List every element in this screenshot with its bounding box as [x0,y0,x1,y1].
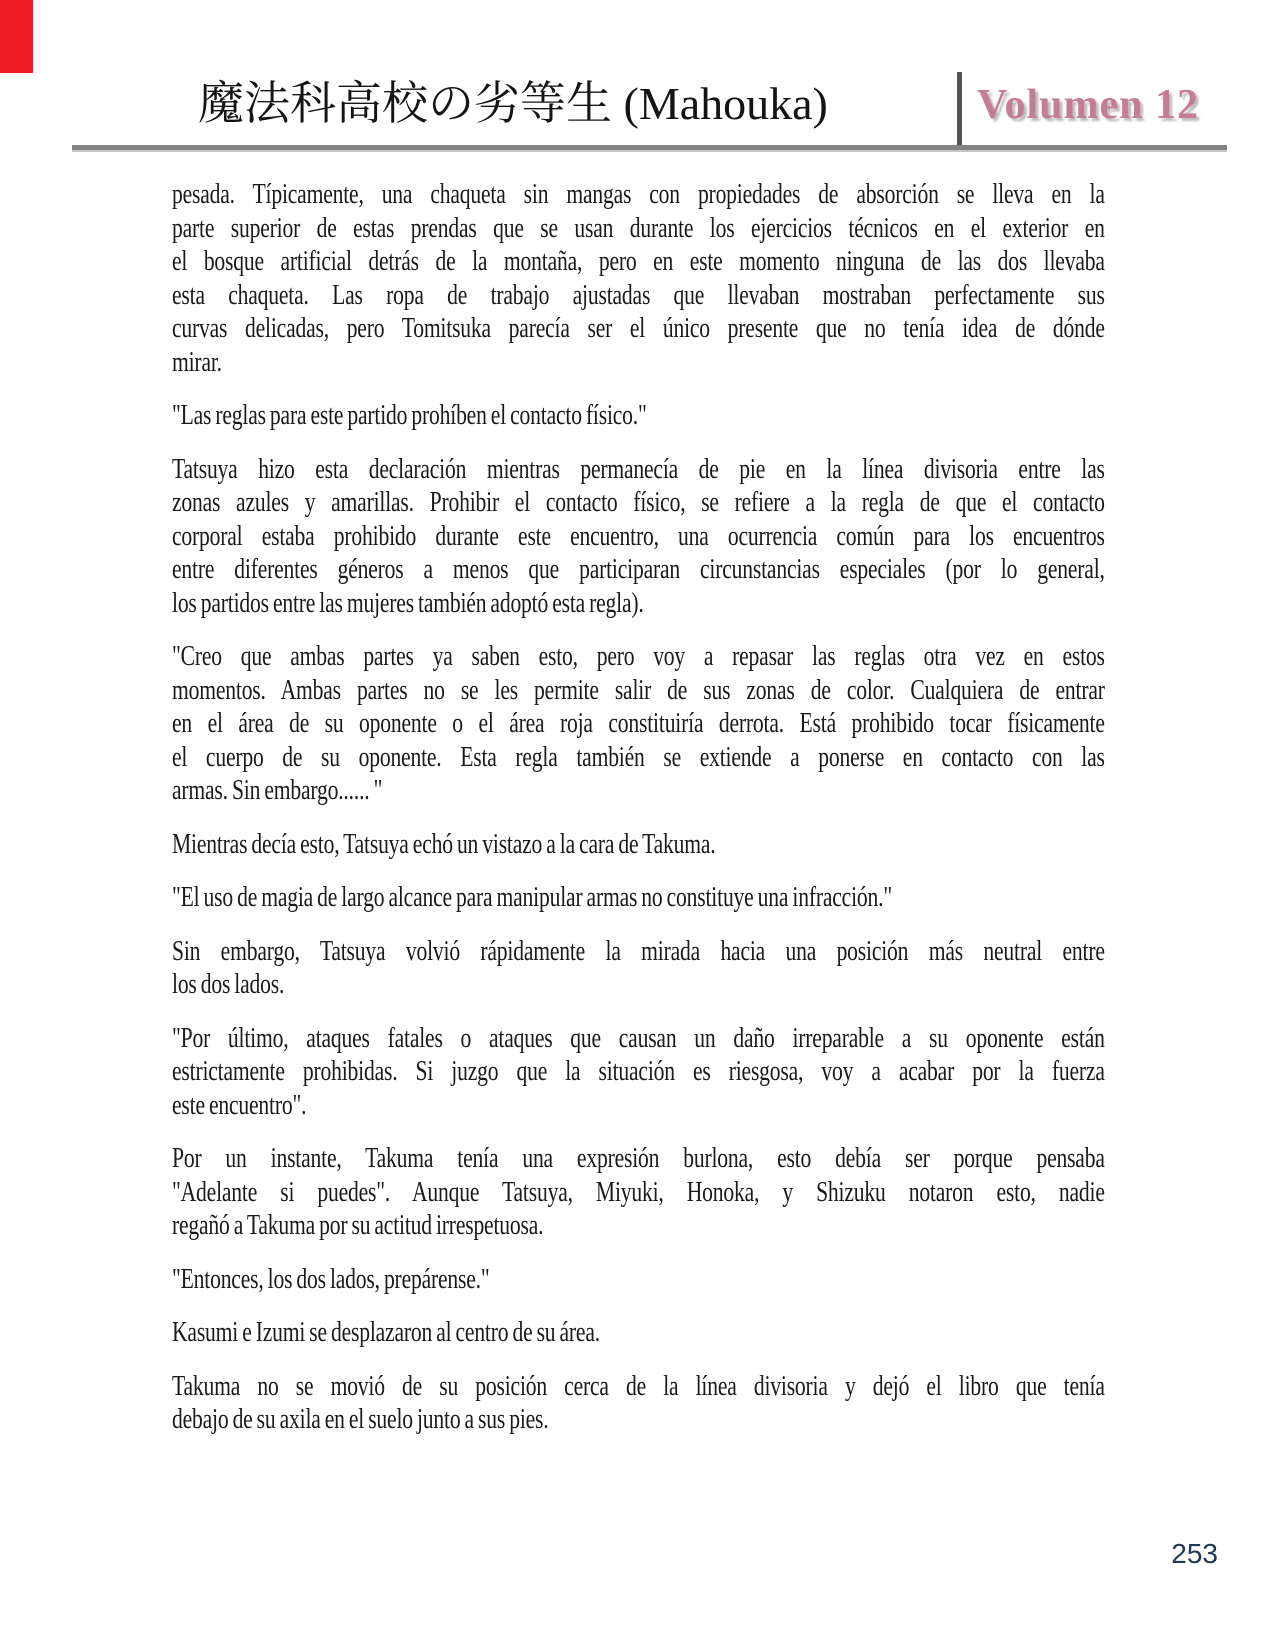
paragraph [172,453,1105,621]
page-title: 魔法科高校の劣等生 (Mahouka) [198,78,828,129]
text-line: curvas delicadas, pero Tomitsuka parecía ser el único presente que no tenía idea de dónde [172,312,1105,344]
text-line: esta chaqueta. Las ropa de trabajo ajustadas que llevaban mostraban perfectamente sus [172,278,1105,311]
body-column [172,178,1105,1457]
text-line: mirar. [172,345,222,378]
text-line: corporal estaba prohibido durante este encuentro, una ocurrencia común para los encuentros [172,519,1105,552]
paragraph [172,1022,1105,1123]
text-line: Mientras decía esto, Tatsuya echó un vistazo a la cara de Takuma. [172,827,716,860]
header-rule [72,145,1227,152]
text-line: Takuma no se movió de su posición cerca de la línea divisoria y dejó el libro que tenía [172,1369,1105,1402]
text-line: Tatsuya hizo esta declaración mientras permanecía de pie en la línea divisoria entre las [172,452,1105,485]
text-line: en el área de su oponente o el área roja constituiría derrota. Está prohibido tocar físicamente [172,707,1105,739]
corner-red-marker [0,0,33,73]
text-line: zonas azules y amarillas. Prohibir el contacto físico, se refiere a la regla de que el contacto [172,486,1105,518]
header-divider [957,72,962,152]
text-line: pesada. Típicamente, una chaqueta sin mangas con propiedades de absorción se lleva en la [172,178,1105,210]
paragraph [172,178,1105,379]
paragraph [172,1263,1105,1297]
paragraph [172,935,1105,1002]
paragraph [172,1316,1105,1350]
text-line: "Entonces, los dos lados, prepárense." [172,1262,490,1295]
volume-label: Volumen 12 [977,82,1199,128]
paragraph [172,1142,1105,1243]
text-line: Sin embargo, Tatsuya volvió rápidamente la mirada hacia una posición más neutral entre [172,934,1105,967]
text-line: debajo de su axila en el suelo junto a sus pies. [172,1403,549,1435]
text-line: armas. Sin embargo...... " [172,774,383,806]
text-line: momentos. Ambas partes no se les permite salir de sus zonas de color. Cualquiera de entrar [172,673,1105,706]
text-line: Por un instante, Takuma tenía una expresión burlona, esto debía ser porque pensaba [172,1142,1105,1174]
text-line: los dos lados. [172,968,285,1000]
text-line: "Adelante si puedes". Aunque Tatsuya, Miyuki, Honoka, y Shizuku notaron esto, nadie [172,1175,1105,1208]
text-line: estrictamente prohibidas. Si juzgo que la situación es riesgosa, voy a acabar por la fuerza [172,1055,1105,1087]
text-line: "Las reglas para este partido prohíben el contacto físico." [172,399,647,431]
text-line: "Por último, ataques fatales o ataques que causan un daño irreparable a su oponente están [172,1021,1105,1054]
text-line: este encuentro". [172,1088,307,1121]
paragraph [172,399,1105,433]
page-number: 253 [1171,1538,1218,1569]
paragraph [172,881,1105,915]
paragraph [172,828,1105,862]
paragraph [172,1370,1105,1437]
text-line: los partidos entre las mujeres también adoptó esta regla). [172,586,644,619]
paragraph [172,640,1105,808]
text-line: "Creo que ambas partes ya saben esto, pero voy a repasar las reglas otra vez en estos [172,640,1105,672]
text-line: Kasumi e Izumi se desplazaron al centro de su área. [172,1316,600,1348]
text-line: entre diferentes géneros a menos que participaran circunstancias especiales (por lo general, [172,553,1105,585]
text-line: el bosque artificial detrás de la montaña, pero en este momento ninguna de las dos llevaba [172,245,1105,277]
text-line: "El uso de magia de largo alcance para manipular armas no constituye una infracción." [172,881,892,913]
text-line: parte superior de estas prendas que se usan durante los ejercicios técnicos en el exterior en [172,211,1105,244]
text-line: regañó a Takuma por su actitud irrespetuosa. [172,1209,544,1241]
text-line: el cuerpo de su oponente. Esta regla también se extiende a ponerse en contacto con las [172,740,1105,773]
